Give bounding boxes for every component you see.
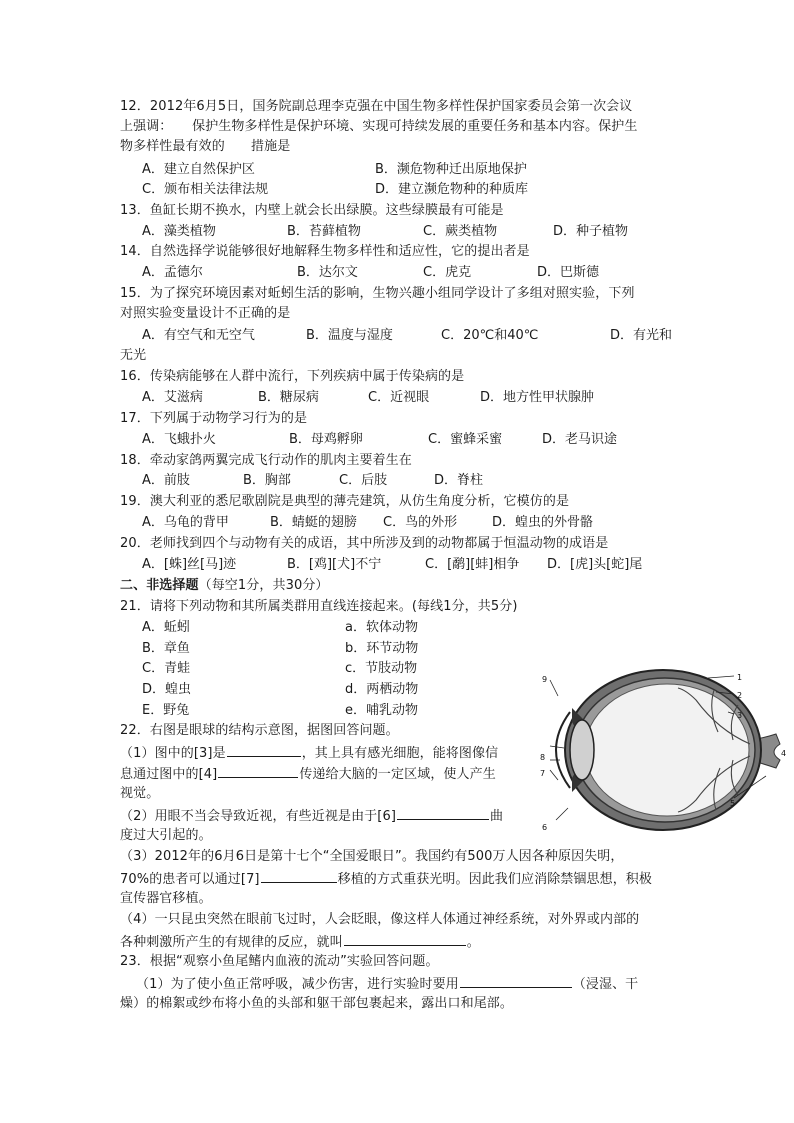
q23-part1-line2: 燥）的棉絮或纱布将小鱼的头部和躯干部包裹起来，露出口和尾部。 (120, 996, 514, 1011)
q18-option-d: D．脊柱 (434, 473, 484, 488)
q13-option-a: A．藻类植物 (142, 224, 216, 239)
diagram-label-9: 9 (542, 675, 548, 684)
eyeball-structure-diagram (528, 660, 790, 840)
q15-option-c: C．20℃和40℃ (441, 328, 539, 343)
q19-option-d: D．蝗虫的外骨骼 (492, 515, 594, 530)
q22-blank-5[interactable] (344, 931, 466, 946)
q21-stem: 21．请将下列动物和其所属类群用直线连接起来。(每线1分，共5分) (120, 599, 518, 614)
diagram-label-3: 3 (737, 711, 743, 720)
diagram-label-6: 6 (542, 823, 548, 832)
q22-p3-text-b: 70%的患者可以通过[7] (120, 872, 260, 887)
diagram-label-7: 7 (540, 769, 546, 778)
q23-stem: 23．根据“观察小鱼尾鳍内血液的流动”实验回答问题。 (120, 954, 439, 969)
q14-option-c: C．虎克 (423, 265, 472, 280)
vitreous-body (585, 684, 749, 816)
q20-option-a: A．[蛛]丝[马]迹 (142, 557, 237, 572)
q23-p1-text-b: （浸湿、干 (572, 977, 639, 992)
q22-blank-3[interactable] (397, 805, 489, 820)
q22-p4-text-b: 各种刺激所产生的有规律的反应，就叫 (120, 935, 343, 950)
q22-part2-line2: 度过大引起的。 (120, 828, 212, 843)
q19-stem: 19．澳大利亚的悉尼歌剧院是典型的薄壳建筑，从仿生角度分析，它模仿的是 (120, 494, 570, 509)
q16-option-c: C．近视眼 (368, 390, 430, 405)
q21-group-e: e．哺乳动物 (345, 703, 418, 718)
q12-stem-line2: 上强调： 保护生物多样性是保护环境、实现可持续发展的重要任务和基本内容。保护生 (120, 119, 638, 134)
q17-option-d: D．老马识途 (542, 432, 618, 447)
q19-option-b: B．蜻蜓的翅膀 (270, 515, 357, 530)
q21-animal-e: E．野兔 (142, 703, 190, 718)
q22-p1-text-c: 息通过图中的[4] (120, 767, 218, 782)
q13-option-d: D．种子植物 (553, 224, 629, 239)
q12-stem-line1: 12．2012年6月5日，国务院副总理李克强在中国生物多样性保护国家委员会第一次会议 (120, 99, 633, 114)
q13-option-c: C．蕨类植物 (423, 224, 498, 239)
q21-group-b: b．环节动物 (345, 641, 419, 656)
q22-blank-4[interactable] (261, 868, 337, 883)
q18-option-c: C．后肢 (339, 473, 388, 488)
q18-option-b: B．胸部 (243, 473, 291, 488)
q17-stem: 17．下列属于动物学习行为的是 (120, 411, 308, 426)
q22-part1-line3: 视觉。 (120, 786, 160, 801)
q14-option-a: A．孟德尔 (142, 265, 203, 280)
q12-option-a: A．建立自然保护区 (142, 162, 255, 177)
q17-option-c: C．蜜蜂采蜜 (428, 432, 503, 447)
q14-option-b: B．达尔文 (297, 265, 358, 280)
section-2-title: 二、非选择题 (120, 578, 199, 593)
diagram-label-4: 4 (781, 749, 787, 758)
q14-option-d: D．巴斯德 (537, 265, 600, 280)
q23-p1-text-a: （1）为了使小鱼正常呼吸，减少伤害，进行实验时要用 (136, 977, 459, 992)
section-2-heading (120, 576, 329, 596)
q21-group-a: a．软体动物 (345, 620, 418, 635)
q15-option-d-wrap: 无光 (120, 348, 147, 363)
q16-option-a: A．艾滋病 (142, 390, 203, 405)
q14-stem: 14．自然选择学说能够很好地解释生物多样性和适应性，它的提出者是 (120, 244, 530, 259)
q22-stem: 22．右图是眼球的结构示意图，据图回答问题。 (120, 723, 399, 738)
q20-option-d: D．[虎]头[蛇]尾 (547, 557, 643, 572)
q21-group-d: d．两栖动物 (345, 682, 419, 697)
q22-p2-text-b: 曲 (490, 809, 504, 824)
q22-part3-line2 (120, 868, 652, 890)
q22-blank-1[interactable] (227, 742, 301, 757)
diagram-label-2: 2 (737, 691, 743, 700)
q20-option-c: C．[鹬][蚌]相争 (425, 557, 520, 572)
q22-p1-text-b: ，其上具有感光细胞，能将图像信 (301, 746, 499, 761)
q18-stem: 18．牵动家鸽两翼完成飞行动作的肌肉主要着生在 (120, 453, 412, 468)
q22-part2-line1 (120, 805, 503, 827)
q22-blank-2[interactable] (218, 763, 298, 778)
q21-animal-b: B．章鱼 (142, 641, 190, 656)
q22-part4-line1: （4）一只昆虫突然在眼前飞过时，人会眨眼，像这样人体通过神经系统，对外界或内部的 (120, 912, 640, 927)
q22-p2-text-a: （2）用眼不当会导致近视，有些近视是由于[6] (120, 809, 396, 824)
q23-blank-1[interactable] (460, 973, 572, 988)
q18-option-a: A．前肢 (142, 473, 190, 488)
q15-stem-line2: 对照实验变量设计不正确的是 (120, 306, 291, 321)
q12-stem-line3: 物多样性最有效的 措施是 (120, 139, 291, 154)
q23-part1-line1 (136, 973, 638, 995)
q22-p4-text-c: 。 (466, 935, 480, 950)
q16-option-b: B．糖尿病 (258, 390, 319, 405)
q22-p3-text-c: 移植的方式重获光明。因此我们应消除禁锢思想，积极 (337, 872, 653, 887)
q15-option-a: A．有空气和无空气 (142, 328, 255, 343)
diagram-label-5: 5 (730, 799, 736, 808)
q12-option-d: D．建立濒危物种的种质库 (375, 182, 529, 197)
q22-part3-line3: 宣传器官移植。 (120, 891, 212, 906)
q20-option-b: B．[鸡][犬]不宁 (287, 557, 382, 572)
q21-group-c: c．节肢动物 (345, 661, 418, 676)
q20-stem: 20．老师找到四个与动物有关的成语，其中所涉及到的动物都属于恒温动物的成语是 (120, 536, 609, 551)
section-2-note: （每空1分，共30分） (198, 578, 329, 593)
q22-part1-line1 (120, 742, 498, 764)
q13-stem: 13．鱼缸长期不换水，内壁上就会长出绿膜。这些绿膜最有可能是 (120, 203, 504, 218)
q21-animal-d: D．蝗虫 (142, 682, 192, 697)
q21-animal-a: A．蚯蚓 (142, 620, 190, 635)
q17-option-b: B．母鸡孵卵 (289, 432, 363, 447)
q15-stem-line1: 15．为了探究环境因素对蚯蚓生活的影响，生物兴趣小组同学设计了多组对照实验，下列 (120, 286, 635, 301)
q21-animal-c: C．青蛙 (142, 661, 191, 676)
q22-part1-line2 (120, 763, 496, 785)
q19-option-a: A．乌龟的背甲 (142, 515, 229, 530)
lens (570, 720, 594, 780)
q17-option-a: A．飞蛾扑火 (142, 432, 216, 447)
diagram-label-1: 1 (737, 673, 743, 682)
q19-option-c: C．鸟的外形 (383, 515, 458, 530)
q12-option-c: C．颁布相关法律法规 (142, 182, 269, 197)
q15-option-b: B．温度与湿度 (306, 328, 393, 343)
q16-stem: 16．传染病能够在人群中流行，下列疾病中属于传染病的是 (120, 369, 465, 384)
diagram-label-8: 8 (540, 753, 546, 762)
q22-part4-line2 (120, 931, 480, 953)
q12-option-b: B．濒危物种迁出原地保护 (375, 162, 527, 177)
q13-option-b: B．苔藓植物 (287, 224, 361, 239)
q22-part3-line1: （3）2012年的6月6日是第十七个“全国爱眼日”。我国约有500万人因各种原因失明， (120, 849, 624, 864)
q22-p1-text-d: 传递给大脑的一定区域，使人产生 (299, 767, 496, 782)
q16-option-d: D．地方性甲状腺肿 (480, 390, 595, 405)
q15-option-d: D．有光和 (610, 328, 673, 343)
q22-p1-text-a: （1）图中的[3]是 (120, 746, 226, 761)
